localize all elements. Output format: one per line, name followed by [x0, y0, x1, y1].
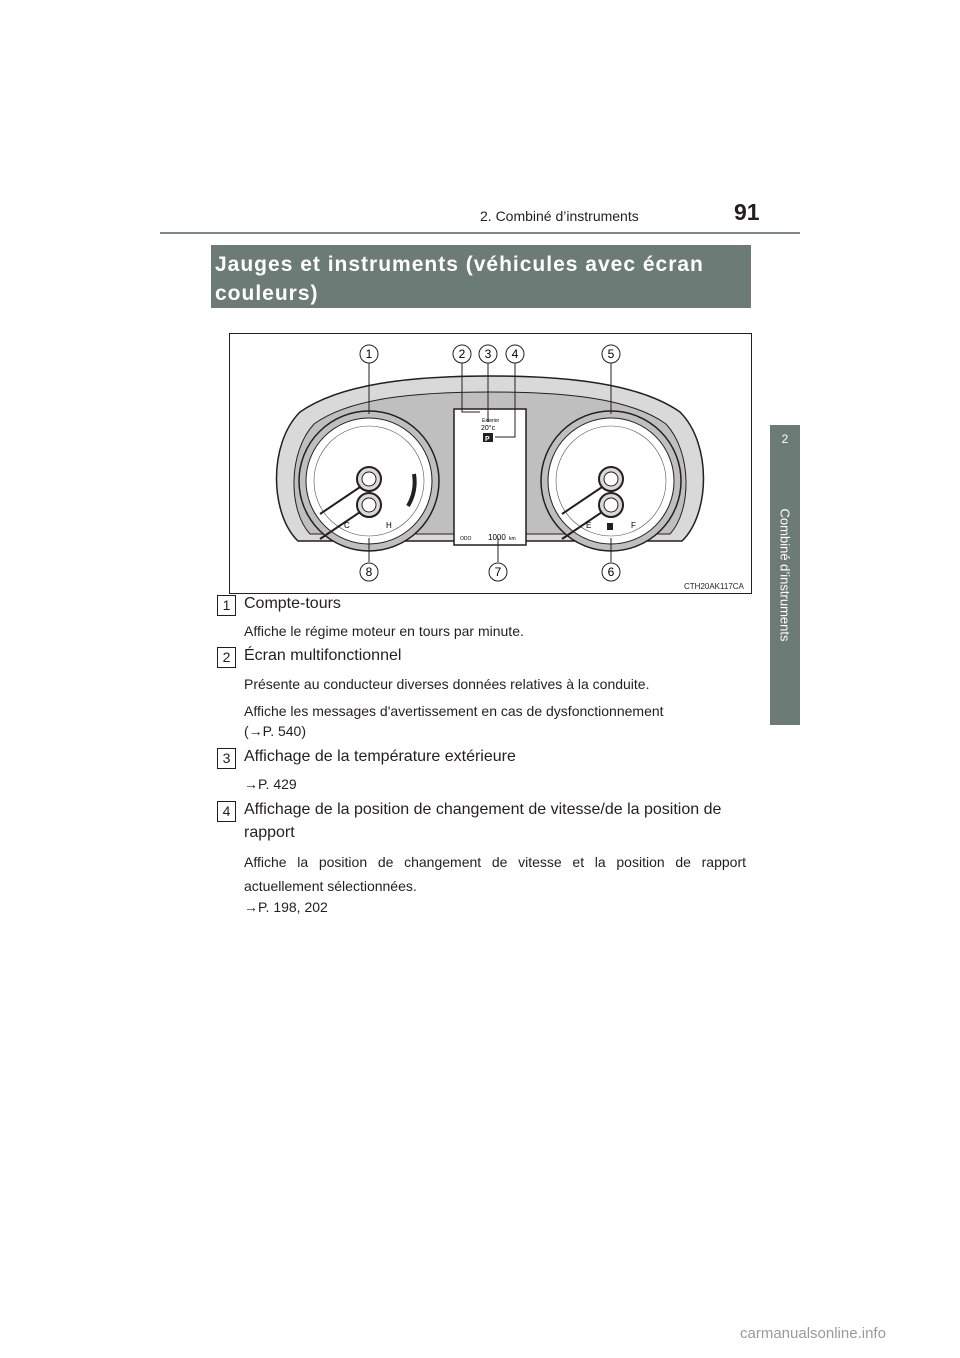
item-number-4: 4 [217, 801, 236, 822]
chapter-tab-label: Combiné d’instruments [777, 508, 793, 642]
odometer-value: 1000 [488, 533, 506, 542]
figure-code: CTH20AK117CA [684, 582, 744, 591]
item-title-1: Compte-tours [244, 595, 341, 612]
chapter-tab-number: 2 [781, 432, 789, 446]
speedometer-gauge [541, 411, 681, 551]
item-title-3: Affichage de la température extérieure [244, 748, 516, 765]
section-banner-title: Jauges et instruments (véhicules avec écran couleurs) [215, 253, 704, 305]
item-number-3: 3 [217, 748, 236, 769]
item-desc-2a: Présente au conducteur diverses données relatives à la conduite. [244, 676, 650, 692]
temp-cold-mark: C [344, 521, 350, 530]
fuel-pump-icon [607, 523, 613, 530]
callout-7 [489, 563, 507, 581]
svg-text:3: 3 [484, 347, 492, 361]
item-desc-2b: Affiche les messages d'avertissement en cas de dysfonctionnement [244, 703, 664, 719]
callout-6 [602, 563, 620, 581]
exterior-temp-label: Exterior [482, 418, 500, 424]
fuel-full-mark: F [631, 521, 636, 530]
svg-text:8: 8 [365, 565, 373, 579]
item-number-2: 2 [217, 647, 236, 668]
item-desc-3a: →P. 429 [244, 776, 297, 792]
header-divider [160, 232, 800, 234]
svg-text:2: 2 [458, 347, 466, 361]
callout-5 [602, 345, 620, 363]
exterior-temp-value: 20°c [481, 425, 496, 432]
temp-hot-mark: H [386, 521, 392, 530]
shift-position-letter: P [485, 436, 490, 443]
header-section-title: 2. Combiné d’instruments [480, 208, 639, 224]
item-desc-2c: (→P. 540) [244, 723, 306, 739]
item-desc-4b: →P. 198, 202 [244, 899, 328, 915]
instrument-cluster-figure [229, 333, 752, 594]
page-number: 91 [734, 199, 760, 225]
fuel-empty-mark: E [586, 521, 592, 530]
item-desc-1a: Affiche le régime moteur en tours par minute. [244, 623, 524, 639]
callout-4 [506, 345, 524, 363]
item-title-4: Affichage de la position de changement de vitesse/de la position de [244, 801, 722, 818]
odometer-unit: km [509, 536, 516, 542]
item-title-2: Écran multifonctionnel [244, 647, 402, 664]
callout-3 [479, 345, 497, 363]
item-desc-4a: Affiche la position de changement de vitesse et la position de rapport actuellement sélectionnées. [244, 854, 746, 894]
svg-text:6: 6 [607, 565, 615, 579]
watermark: carmanualsonline.info [740, 1325, 886, 1342]
svg-text:4: 4 [511, 347, 519, 361]
item-title-4-cont: rapport [244, 824, 295, 841]
svg-text:1: 1 [365, 347, 373, 361]
item-number-1: 1 [217, 595, 236, 616]
svg-text:5: 5 [607, 347, 615, 361]
callout-8 [360, 563, 378, 581]
callout-1 [360, 345, 378, 363]
svg-text:7: 7 [494, 565, 502, 579]
callout-2 [453, 345, 471, 363]
instrument-cluster-illustration [230, 334, 751, 593]
odo-label: ODO [460, 536, 472, 542]
tachometer-gauge [299, 411, 439, 551]
